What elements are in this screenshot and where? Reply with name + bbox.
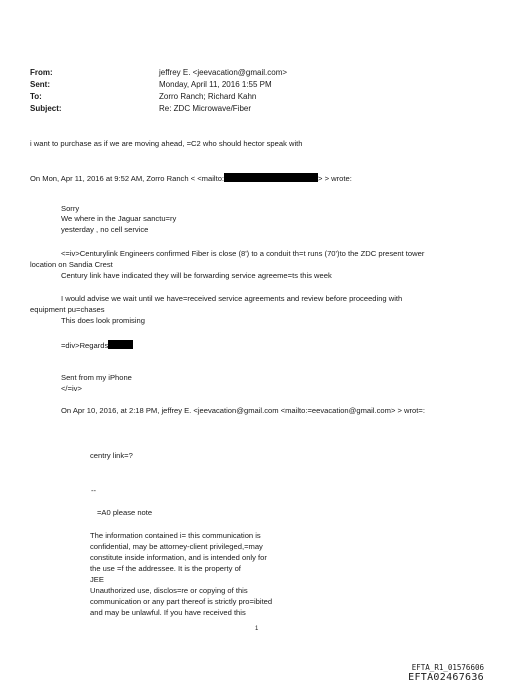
info-line: Unauthorized use, disclos=re or copying of this <box>90 586 248 595</box>
info-line: communication or any part thereof is strictly pro=ibited <box>90 597 273 606</box>
regards-text: =div>Regards <box>61 341 109 350</box>
sorry-line: Sorry <box>61 204 80 213</box>
page-number: 1 <box>255 626 259 632</box>
centurylink-line-2: location on Sandia Crest <box>30 260 113 269</box>
info-line: The information contained i= this communication is <box>90 531 261 540</box>
yesterday-line: yesterday , no cell service <box>61 225 149 234</box>
centry-line: centry link=? <box>90 451 133 460</box>
regards-line <box>61 340 133 351</box>
note-line: =A0 please note <box>97 508 153 517</box>
quote1-header <box>30 173 352 184</box>
quote2-header: On Apr 10, 2016, at 2:18 PM, jeffrey E. <jeevacation@gmail.com <mailto:=eevacation@gmail.com> > wrot=: <box>61 406 425 415</box>
to-label: To: <box>30 92 42 101</box>
intro-line: i want to purchase as if we are moving ahead, =C2 who should hector speak with <box>30 139 303 148</box>
from-value: jeffrey E. <jeevacation@gmail.com> <box>159 68 288 77</box>
info-line: JEE <box>90 575 104 584</box>
promising-line: This does look promising <box>61 316 145 325</box>
info-line: the use =f the addressee. It is the property of <box>90 564 241 573</box>
to-value: Zorro Ranch; Richard Kahn <box>159 92 257 101</box>
centurylink-line-3: Century link have indicated they will be forwarding service agreeme=ts this week <box>61 271 332 280</box>
efta-id-large: EFTA02467636 <box>408 672 484 683</box>
info-line: constitute inside information, and is intended only for <box>90 553 267 562</box>
subject-label: Subject: <box>30 104 62 113</box>
quote1-header-start: On Mon, Apr 11, 2016 at 9:52 AM, Zorro Ranch < <mailto: <box>30 174 225 183</box>
redaction-block <box>108 340 133 349</box>
sent-label: Sent: <box>30 80 50 89</box>
centurylink-line-1: <=iv>Centurylink Engineers confirmed Fiber is close (8') to a conduit th=t runs (70')to the ZDC present tower <box>61 249 425 258</box>
div-close-line: </=iv> <box>61 384 82 393</box>
sent-value: Monday, April 11, 2016 1:55 PM <box>159 80 272 89</box>
advise-line-1: I would advise we wait until we have=received service agreements and review before proceeding with <box>61 294 403 303</box>
dashes-line: -- <box>91 486 97 495</box>
info-line: confidential, may be attorney-client privileged,=may <box>90 542 263 551</box>
jaguar-line: We where in the Jaguar sanctu=ry <box>61 214 177 223</box>
redaction-block <box>224 173 318 182</box>
subject-value: Re: ZDC Microwave/Fiber <box>159 104 252 113</box>
sent-from-line: Sent from my iPhone <box>61 373 132 382</box>
info-line: and may be unlawful. If you have received this <box>90 608 246 617</box>
from-label: From: <box>30 68 53 77</box>
advise-line-2: equipment pu=chases <box>30 305 105 314</box>
efta-id-small: EFTA_R1_01576606 <box>411 663 484 672</box>
quote1-header-end: > > wrote: <box>318 174 352 183</box>
